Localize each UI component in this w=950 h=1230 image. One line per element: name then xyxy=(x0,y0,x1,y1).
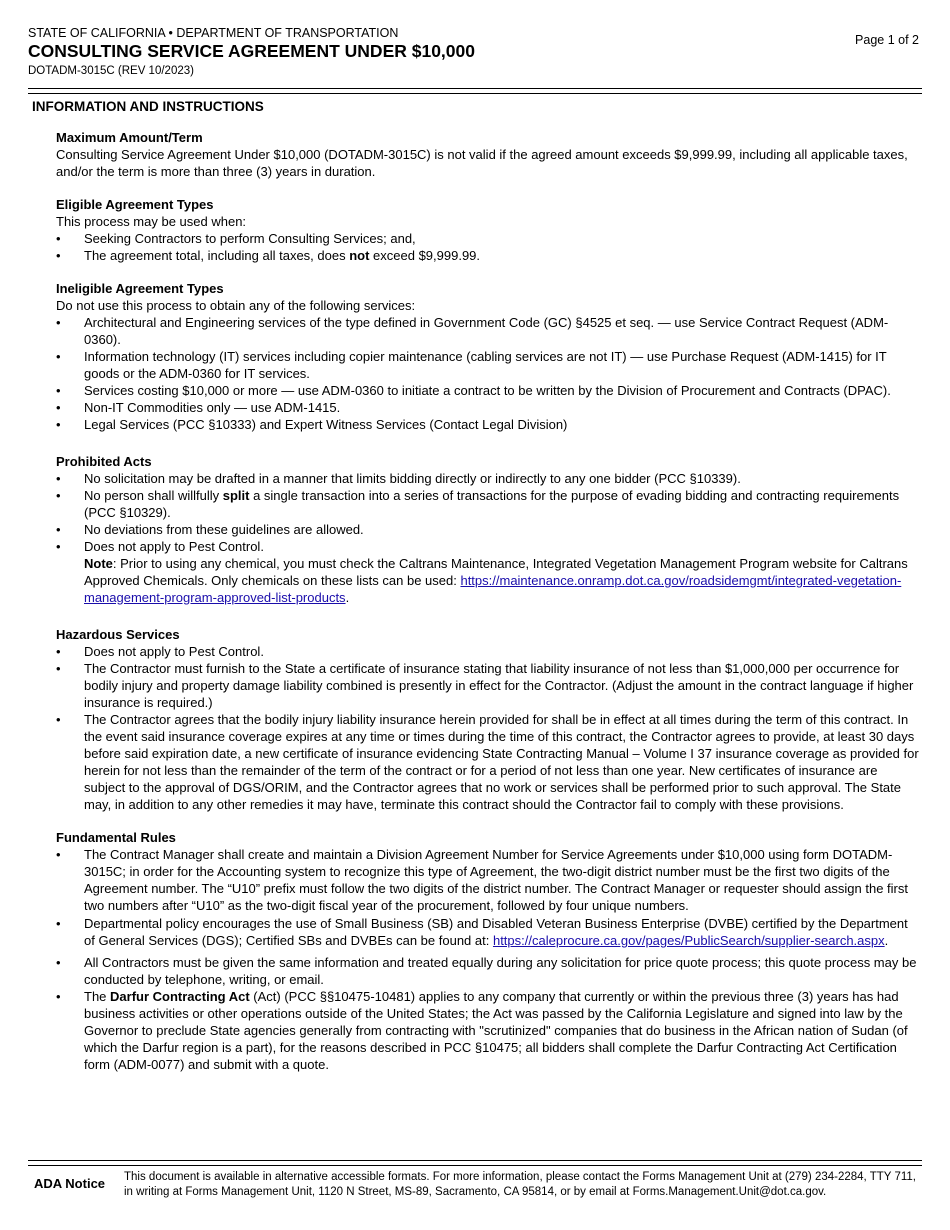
eligible-heading: Eligible Agreement Types xyxy=(56,197,214,212)
ineligible-heading: Ineligible Agreement Types xyxy=(56,281,224,296)
list-item: • All Contractors must be given the same information and treated equally during any solicitation for price quote process; this quote process may be conducted by telephone, writing, or email. xyxy=(56,954,922,988)
fundamental-heading: Fundamental Rules xyxy=(56,830,176,845)
list-item: • Does not apply to Pest Control. xyxy=(56,643,922,660)
header-divider xyxy=(28,88,922,94)
max-amount-section xyxy=(56,129,922,180)
page-indicator: Page 1 of 2 xyxy=(855,33,919,47)
form-number: DOTADM-3015C (REV 10/2023) xyxy=(28,65,194,77)
hazardous-heading: Hazardous Services xyxy=(56,627,180,642)
ineligible-intro: Do not use this process to obtain any of the following services: xyxy=(56,298,416,313)
list-item: • Services costing $10,000 or more — use ADM-0360 to initiate a contract to be written by the Division of Procurement and Contracts (DPAC). xyxy=(56,382,922,399)
list-item: • The Contractor agrees that the bodily injury liability insurance herein provided for shall be in effect at all times during the term of this contract. In the event said insurance coverage expires at any time or times during the time of this contract, the Contractor agrees to provide, at least 30 days before said expiration date, a new certificate of insurance evidencing State Contracting Manual – Volume I 37 insurance coverage as provided for herein for not less than the remainder of the term of the contract or for a period of not less than one year. New certificates of insurance are subject to the approval of DGS/ORIM, and the Contractor agrees that no work or services shall be performed prior to such approval. The State may, in addition to any other remedies it may have, terminate this contract should the Contractor fail to comply with these provisions. xyxy=(56,711,922,813)
eligible-section xyxy=(56,196,922,264)
approved-chemicals-link[interactable]: https://maintenance.onramp.dot.ca.gov/roadsidemgmt/integrated-vegetation-management-program-approved-list-products xyxy=(84,573,902,605)
ada-notice-text: This document is available in alternative accessible formats. For more information, please contact the Forms Management Unit at (279) 234-2284, TTY 711, in writing at Forms Management Unit, 1120 N Street, MS-89, Sacramento, CA 95814, or by email at Forms.Management.Unit@dot.ca.gov. xyxy=(124,1171,916,1198)
list-item: • Architectural and Engineering services of the type defined in Government Code (GC) §4525 et seq. — use Service Contract Request (ADM-0360). xyxy=(56,314,922,348)
list-item: • The Contractor must furnish to the State a certificate of insurance stating that liability insurance of not less than $1,000,000 per occurrence for bodily injury and property damage liability combined is presently in effect for the Contractor. (Adjust the amount in the contract language if higher insurance is required.) xyxy=(56,660,922,711)
supplier-search-link[interactable]: https://caleprocure.ca.gov/pages/PublicSearch/supplier-search.aspx xyxy=(492,933,885,948)
list-item: • No solicitation may be drafted in a manner that limits bidding directly or indirectly to any one bidder (PCC §10339). xyxy=(56,470,922,487)
list-item: • Seeking Contractors to perform Consulting Services; and, xyxy=(56,230,922,247)
list-item: • Does not apply to Pest Control. Note: Prior to using any chemical, you must check the Caltrans Maintenance, Integrated Vegetation Management Program website for Caltrans Approved Chemicals. Only chemicals on these lists can be used: https://maintenance.onramp.dot.ca.gov/roadsidemgmt/integrated-vegetation-management-program-approved-list-products. xyxy=(56,538,922,606)
list-item: • Legal Services (PCC §10333) and Expert Witness Services (Contact Legal Division) xyxy=(56,416,922,433)
max-amount-text: Consulting Service Agreement Under $10,000 (DOTADM-3015C) is not valid if the agreed amount exceeds $9,999.99, including all applicable taxes, and/or the term is more than three (3) years in duration. xyxy=(56,147,908,179)
hazardous-section xyxy=(56,626,922,813)
list-item: • No person shall willfully split a single transaction into a series of transactions for the purpose of evading bidding and contracting requirements (PCC §10329). xyxy=(56,487,922,521)
form-title: CONSULTING SERVICE AGREEMENT UNDER $10,000 xyxy=(28,41,475,61)
list-item: • No deviations from these guidelines are allowed. xyxy=(56,521,922,538)
prohibited-heading: Prohibited Acts xyxy=(56,454,152,469)
list-item: • Departmental policy encourages the use of Small Business (SB) and Disabled Veteran Business Enterprise (DVBE) certified by the Department of General Services (DGS); Certified SBs and DVBEs can be found at: https://caleprocure.ca.gov/pages/PublicSearch/supplier-search.aspx. xyxy=(56,915,922,949)
ineligible-section xyxy=(56,280,922,433)
list-item: • The agreement total, including all taxes, does not exceed $9,999.99. xyxy=(56,247,922,264)
fundamental-section xyxy=(56,829,922,1073)
max-amount-heading: Maximum Amount/Term xyxy=(56,130,203,145)
department-line: STATE OF CALIFORNIA • DEPARTMENT OF TRANSPORTATION xyxy=(28,26,399,40)
section-title: INFORMATION AND INSTRUCTIONS xyxy=(32,99,264,114)
list-item: • Information technology (IT) services including copier maintenance (cabling services are not IT) — use Purchase Request (ADM-1415) for IT goods or the ADM-0360 for IT services. xyxy=(56,348,922,382)
eligible-intro: This process may be used when: xyxy=(56,214,247,229)
note-label: Note xyxy=(84,556,113,571)
form-header xyxy=(28,26,475,78)
instructions-body xyxy=(56,129,922,1073)
prohibited-section xyxy=(56,453,922,606)
list-item: • The Darfur Contracting Act (Act) (PCC §§10475-10481) applies to any company that currently or within the previous three (3) years has had business activities or other operations outside of the United States; the Act was passed by the California Legislature and signed into law by the Governor to preclude State agencies generally from contracting with "scrutinized" companies that do business in the African nation of Sudan (of which the Darfur region is a part), for the reasons described in PCC §10475; all bidders shall complete the Darfur Contracting Act Certification form (ADM-0077) and submit with a quote. xyxy=(56,988,922,1073)
list-item: • Non-IT Commodities only — use ADM-1415. xyxy=(56,399,922,416)
list-item: • The Contract Manager shall create and maintain a Division Agreement Number for Service Agreements under $10,000 using form DOTADM-3015C; in order for the Accounting system to recognize this type of Agreement, the two-digit district number must be the first two digits of the Agreement number. The “U10” prefix must follow the two digits of the district number. The Contract Manager or requester should assign the first two numbers after “U10” as the two-digit fiscal year of the procurement, followed by four unique numbers. xyxy=(56,846,922,914)
ada-notice-label: ADA Notice xyxy=(34,1176,106,1191)
footer-divider xyxy=(28,1160,922,1166)
